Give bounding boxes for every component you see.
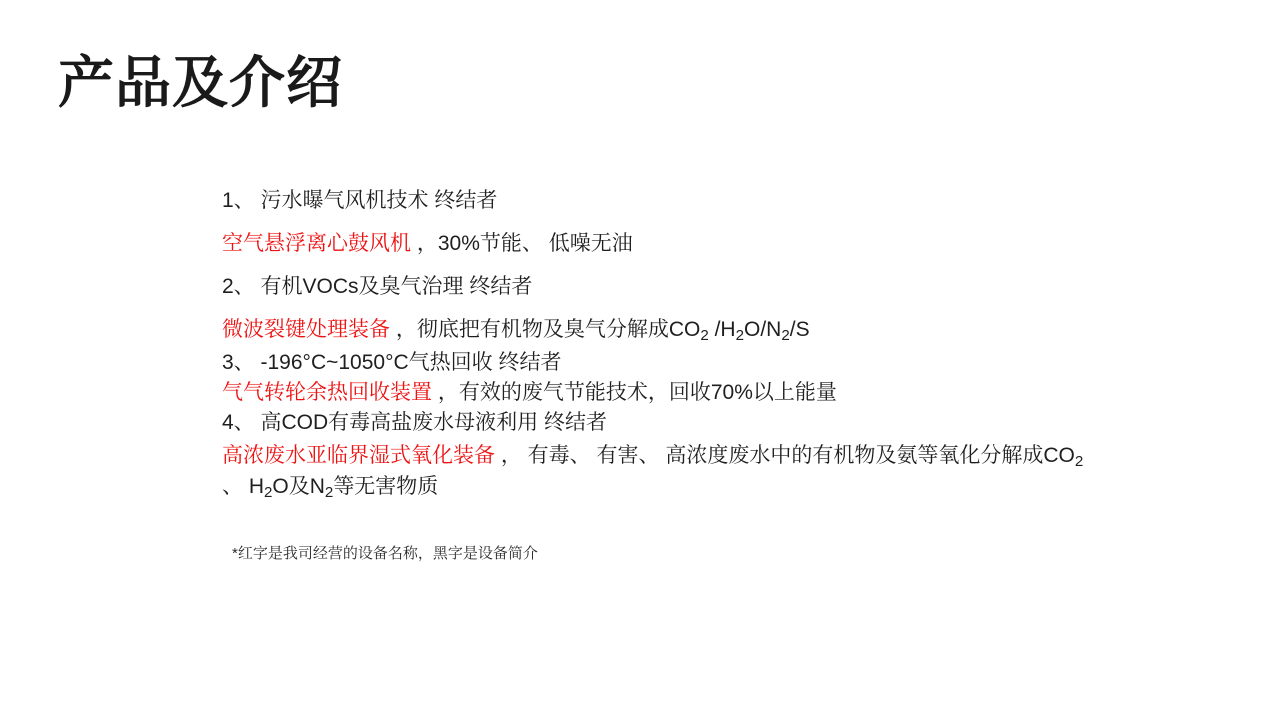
product-name-text: 空气悬浮离心鼓风机 <box>222 232 411 255</box>
description-text: 2 <box>324 484 334 502</box>
list-item-item1-detail <box>222 233 1122 254</box>
list-item-item3-detail <box>222 382 1122 403</box>
list-item-item4-detail <box>222 442 1102 503</box>
description-text: O及N <box>272 474 325 498</box>
description-text: ，彻底把有机物及臭气分解成CO <box>390 318 701 341</box>
description-text: 2 <box>700 327 709 345</box>
list-item-item1 <box>222 190 1122 211</box>
description-text: 2 <box>735 327 744 345</box>
description-text: 2 <box>1074 453 1084 471</box>
description-text: 、 H <box>222 474 264 498</box>
description-text: 2、 有机VOCs及臭气治理 终结者 <box>222 275 533 298</box>
content-list <box>222 190 1122 504</box>
product-name-text: 微波裂键处理装备 <box>222 318 390 341</box>
description-text: /H <box>708 318 736 341</box>
description-text: 4、 高COD有毒高盐废水母液利用 终结者 <box>222 411 608 435</box>
description-text: ，有效的废气节能技术，回收70%以上能量 <box>432 381 837 405</box>
list-item-item4 <box>222 412 1122 433</box>
description-text: 3、 -196°C~1050°C气热回收 终结者 <box>222 351 562 375</box>
list-item-item2-detail <box>222 319 1122 343</box>
page-title: 产品及介绍 <box>58 51 343 114</box>
product-name-text: 高浓废水亚临界湿式氧化装备 <box>222 444 495 468</box>
list-item-item3 <box>222 352 1122 373</box>
description-text: O/N <box>744 318 782 341</box>
description-text: 等无害物质 <box>333 474 439 498</box>
product-name-text: 气气转轮余热回收装置 <box>222 381 432 405</box>
description-text: 2 <box>264 484 273 502</box>
description-text: /S <box>789 318 810 341</box>
description-text: ， 有毒、 有害、 高浓度废水中的有机物及氨等氧化分解成CO <box>495 444 1075 468</box>
footnote: *红字是我司经营的设备名称，黑字是设备简介 <box>232 545 538 562</box>
list-item-item2 <box>222 276 1122 297</box>
description-text: 2 <box>781 327 790 345</box>
description-text: 1、 污水曝气风机技术 终结者 <box>222 189 498 212</box>
description-text: ，30%节能、 低噪无油 <box>411 232 633 255</box>
